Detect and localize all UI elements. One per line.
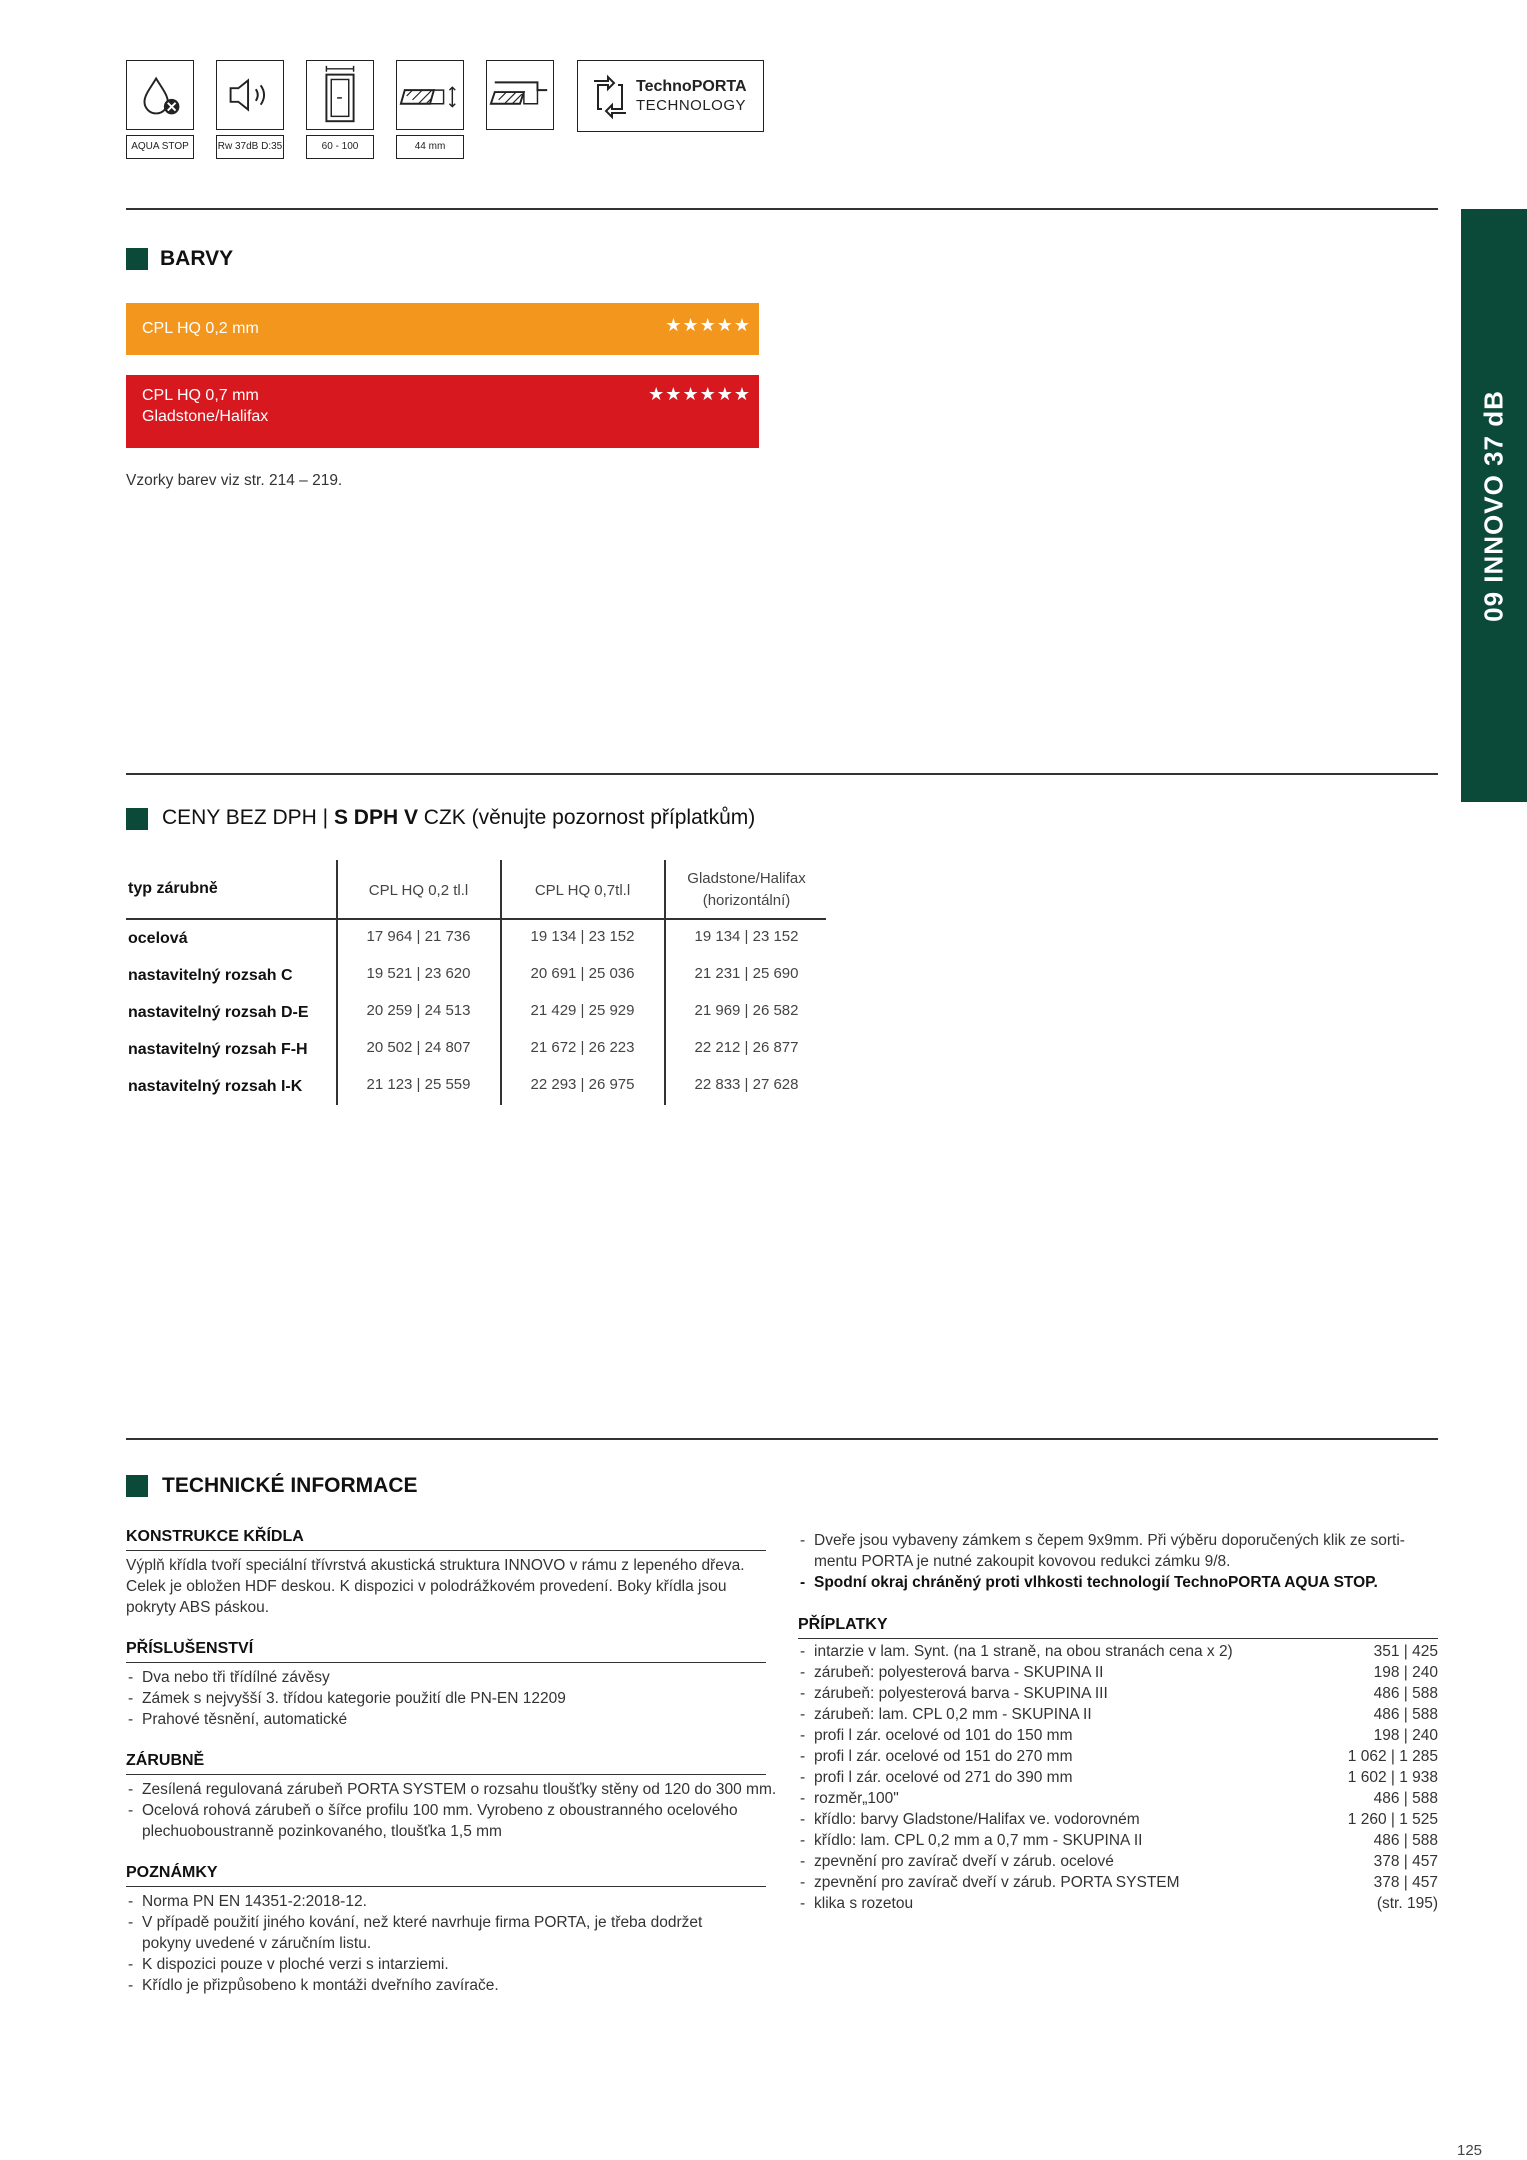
price-cell: 22 833 | 27 628 — [694, 1076, 799, 1093]
list-item-continuation-text: pokyny uvedené v záručním listu. — [142, 1935, 372, 1952]
colors-section-title: BARVY — [160, 247, 234, 270]
price-cell: 17 964 | 21 736 — [366, 928, 471, 945]
fee-row: - zárubeň: polyesterová barva - SKUPINA II 198 | 240 — [800, 1664, 1438, 1681]
fee-value: 486 | 588 — [1373, 1832, 1438, 1849]
price-cell: 21 123 | 25 559 — [366, 1076, 471, 1093]
icon-label-door-width: 60 - 100 — [306, 135, 374, 159]
price-table-column-header-sub: (horizontální) — [702, 892, 791, 909]
fee-value: (str. 195) — [1376, 1895, 1438, 1912]
technoporta-logo — [577, 60, 764, 132]
price-cell: 21 672 | 26 223 — [530, 1039, 635, 1056]
fee-row: - zpevnění pro zavírač dveří v zárub. ocelové 378 | 457 — [800, 1853, 1438, 1870]
fee-row: - zárubeň: lam. CPL 0,2 mm - SKUPINA II 486 | 588 — [800, 1706, 1438, 1723]
subheading-rule — [126, 1886, 766, 1887]
icon-label-thickness: 44 mm — [396, 135, 464, 159]
list-item: - Zámek s nejvyšší 3. třídou kategorie použití dle PN-EN 12209 — [126, 1688, 786, 1709]
aqua-stop-note: - Spodní okraj chráněný proti vlhkosti technologií TechnoPORTA AQUA STOP. — [798, 1572, 1438, 1593]
fee-value: 378 | 457 — [1373, 1874, 1438, 1891]
rebated-edge-icon — [486, 60, 554, 130]
price-cell: 21 429 | 25 929 — [530, 1002, 635, 1019]
fee-row: - křídlo: barvy Gladstone/Halifax ve. vodorovném 1 260 | 1 525 — [800, 1811, 1438, 1828]
price-cell: 22 293 | 26 975 — [530, 1076, 635, 1093]
list-item: - Dva nebo tři třídílné závěsy — [126, 1667, 786, 1688]
fee-label: zárubeň: polyesterová barva - SKUPINA III — [814, 1685, 1108, 1702]
table-column-divider — [336, 860, 338, 1105]
price-table-column-header: Gladstone/Halifax — [687, 870, 806, 887]
price-cell: 21 231 | 25 690 — [694, 965, 799, 982]
prices-title-part1: CENY BEZ DPH | — [162, 806, 334, 829]
price-row-label: nastavitelný rozsah I-K — [128, 1078, 303, 1095]
chapter-side-tab — [1461, 209, 1527, 802]
divider — [126, 208, 1438, 210]
konstrukce-heading: KONSTRUKCE KŘÍDLA — [126, 1528, 304, 1545]
fee-row: - profi l zár. ocelové od 101 do 150 mm 198 | 240 — [800, 1727, 1438, 1744]
price-cell: 19 134 | 23 152 — [694, 928, 799, 945]
color-bar-sublabel: Gladstone/Halifax — [142, 408, 269, 425]
list-item-continuation — [126, 1933, 806, 1954]
konstrukce-line: Výplň křídla tvoří speciální třívrstvá akustická struktura INNOVO v rámu z lepeného dřeva. — [126, 1557, 745, 1574]
fee-label: křídlo: lam. CPL 0,2 mm a 0,7 mm - SKUPINA II — [814, 1832, 1143, 1849]
list-item-continuation-text: plechuoboustranně pozinkovaného, tloušťka 1,5 mm — [142, 1823, 502, 1840]
fee-value: 378 | 457 — [1373, 1853, 1438, 1870]
poznamky-heading: POZNÁMKY — [126, 1864, 218, 1881]
fee-row: - profi l zár. ocelové od 271 do 390 mm 1 602 | 1 938 — [800, 1769, 1438, 1786]
price-table-header-label: typ zárubně — [128, 880, 218, 897]
list-item: - Ocelová rohová zárubeň o šířce profilu 100 mm. Vyrobeno z oboustranného ocelového — [126, 1800, 806, 1821]
list-item-continuation — [798, 1551, 1438, 1572]
fee-value: 1 260 | 1 525 — [1347, 1811, 1438, 1828]
fee-label: rozměr„100" — [814, 1790, 899, 1807]
icon-label-aqua-stop: AQUA STOP — [126, 135, 194, 159]
door-width-icon — [306, 60, 374, 130]
list-item: - Norma PN EN 14351-2:2018-12. — [126, 1891, 806, 1912]
fee-value: 1 602 | 1 938 — [1347, 1769, 1438, 1786]
list-item-continuation-text: mentu PORTA je nutné zakoupit kovovou redukci zámku 9/8. — [814, 1553, 1231, 1570]
tech-section-title: TECHNICKÉ INFORMACE — [162, 1474, 418, 1497]
color-bar-label: CPL HQ 0,2 mm — [142, 320, 259, 337]
technoporta-arrows-icon — [586, 61, 636, 133]
fee-row: - zárubeň: polyesterová barva - SKUPINA III 486 | 588 — [800, 1685, 1438, 1702]
konstrukce-line: pokryty ABS páskou. — [126, 1599, 270, 1616]
color-bar-label: CPL HQ 0,7 mm — [142, 387, 259, 404]
price-cell: 20 691 | 25 036 — [530, 965, 635, 982]
fee-row: - profi l zár. ocelové od 151 do 270 mm 1 062 | 1 285 — [800, 1748, 1438, 1765]
price-cell: 19 134 | 23 152 — [530, 928, 635, 945]
price-row-label: ocelová — [128, 930, 188, 947]
technoporta-title: TechnoPORTA — [636, 78, 747, 95]
list-item: - K dispozici pouze v ploché verzi s intarziemi. — [126, 1954, 806, 1975]
right-notes-list — [798, 1530, 1438, 1593]
divider — [126, 773, 1438, 775]
price-cell: 19 521 | 23 620 — [366, 965, 471, 982]
fee-value: 198 | 240 — [1373, 1727, 1438, 1744]
fee-label: zárubeň: polyesterová barva - SKUPINA II — [814, 1664, 1104, 1681]
fee-label: klika s rozetou — [814, 1895, 914, 1912]
table-column-divider — [664, 860, 666, 1105]
zarubne-heading: ZÁRUBNĚ — [126, 1752, 205, 1769]
fee-label: zpevnění pro zavírač dveří v zárub. PORTA SYSTEM — [814, 1874, 1180, 1891]
price-row-label: nastavitelný rozsah F-H — [128, 1041, 308, 1058]
fee-row: - křídlo: lam. CPL 0,2 mm a 0,7 mm - SKUPINA II 486 | 588 — [800, 1832, 1438, 1849]
prislusenstvi-list — [126, 1667, 786, 1730]
page-number: 125 — [1457, 2142, 1483, 2159]
color-bar-cpl-02 — [126, 303, 759, 355]
section-marker — [126, 1475, 148, 1497]
list-item-continuation — [126, 1821, 806, 1842]
price-row-label: nastavitelný rozsah C — [128, 967, 293, 984]
price-cell: 20 259 | 24 513 — [366, 1002, 471, 1019]
thickness-icon — [396, 60, 464, 130]
priplatky-list — [798, 1643, 1438, 1916]
price-table-column-header: CPL HQ 0,2 tl.l — [368, 882, 469, 899]
rating-stars: ★★★★★ — [665, 315, 751, 335]
subheading-rule — [126, 1550, 766, 1551]
price-cell: 22 212 | 26 877 — [694, 1039, 799, 1056]
priplatky-heading: PŘÍPLATKY — [798, 1616, 888, 1633]
subheading-rule — [126, 1774, 766, 1775]
price-cell: 20 502 | 24 807 — [366, 1039, 471, 1056]
fee-row: - klika s rozetou (str. 195) — [800, 1895, 1438, 1912]
color-bar-cpl-07 — [126, 375, 759, 448]
fee-value: 486 | 588 — [1373, 1790, 1438, 1807]
prices-title-bold: S DPH V — [333, 806, 418, 829]
section-marker — [126, 248, 148, 270]
acoustic-icon — [216, 60, 284, 130]
prices-section-title — [162, 806, 755, 830]
fee-value: 198 | 240 — [1373, 1664, 1438, 1681]
price-table-header-rule — [126, 918, 826, 920]
table-column-divider — [500, 860, 502, 1105]
fee-label: profi l zár. ocelové od 101 do 150 mm — [814, 1727, 1073, 1744]
fee-row: - rozměr„100" 486 | 588 — [800, 1790, 1438, 1807]
fee-label: profi l zár. ocelové od 271 do 390 mm — [814, 1769, 1073, 1786]
fee-label: intarzie v lam. Synt. (na 1 straně, na obou stranách cena x 2) — [814, 1643, 1233, 1660]
rating-stars: ★★★★★★ — [648, 384, 751, 404]
list-item: - V případě použití jiného kování, než které navrhuje firma PORTA, je třeba dodržet — [126, 1912, 806, 1933]
fee-label: profi l zár. ocelové od 151 do 270 mm — [814, 1748, 1073, 1765]
list-item: - Křídlo je přizpůsobeno k montáži dveřního zavírače. — [126, 1975, 806, 1996]
prices-title-part2: CZK (věnujte pozornost příplatkům) — [417, 806, 756, 829]
fee-value: 486 | 588 — [1373, 1706, 1438, 1723]
technoporta-subtitle: TECHNOLOGY — [636, 97, 747, 114]
konstrukce-line: Celek je obložen HDF deskou. K dispozici v polodrážkovém provedení. Boky křídla jsou — [126, 1578, 727, 1595]
fee-label: zárubeň: lam. CPL 0,2 mm - SKUPINA II — [814, 1706, 1092, 1723]
subheading-rule — [798, 1638, 1438, 1639]
zarubne-list — [126, 1779, 806, 1842]
fee-label: zpevnění pro zavírač dveří v zárub. ocelové — [814, 1853, 1114, 1870]
aqua-stop-icon — [126, 60, 194, 130]
chapter-side-tab-text: 09 INNOVO 37 dB — [1478, 389, 1509, 622]
section-marker — [126, 808, 148, 830]
fee-value: 1 062 | 1 285 — [1347, 1748, 1438, 1765]
fee-row: - intarzie v lam. Synt. (na 1 straně, na obou stranách cena x 2) 351 | 425 — [800, 1643, 1438, 1660]
fee-value: 486 | 588 — [1373, 1685, 1438, 1702]
fee-row: - zpevnění pro zavírač dveří v zárub. PORTA SYSTEM 378 | 457 — [800, 1874, 1438, 1891]
divider — [126, 1438, 1438, 1440]
konstrukce-text — [126, 1555, 786, 1618]
list-item: - Zesílená regulovaná zárubeň PORTA SYSTEM o rozsahu tloušťky stěny od 120 do 300 mm. — [126, 1779, 806, 1800]
fee-label: křídlo: barvy Gladstone/Halifax ve. vodorovném — [814, 1811, 1140, 1828]
subheading-rule — [126, 1662, 766, 1663]
color-samples-note: Vzorky barev viz str. 214 – 219. — [126, 472, 343, 489]
poznamky-list — [126, 1891, 806, 1996]
fee-value: 351 | 425 — [1373, 1643, 1438, 1660]
list-item: - Prahové těsnění, automatické — [126, 1709, 786, 1730]
price-table-column-header: CPL HQ 0,7tl.l — [534, 882, 631, 899]
icon-label-acoustic: Rw 37dB D:35 — [216, 135, 284, 159]
price-row-label: nastavitelný rozsah D-E — [128, 1004, 309, 1021]
prislusenstvi-heading: PŘÍSLUŠENSTVÍ — [126, 1640, 254, 1657]
list-item: - Dveře jsou vybaveny zámkem s čepem 9x9mm. Při výběru doporučených klik ze sorti- — [798, 1530, 1438, 1551]
price-cell: 21 969 | 26 582 — [694, 1002, 799, 1019]
